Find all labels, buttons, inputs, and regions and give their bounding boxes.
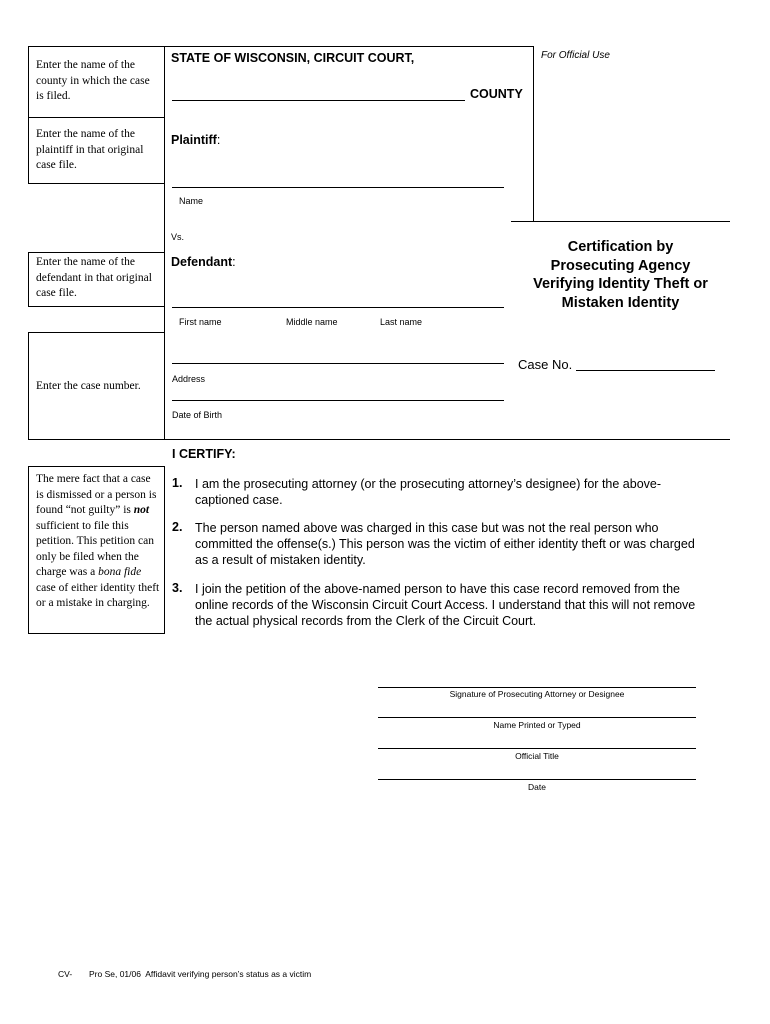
name-printed-caption: Name Printed or Typed — [493, 720, 581, 730]
note-part-3: case of either identity theft or a mistake in charging. — [36, 581, 160, 609]
defendant-colon: : — [232, 255, 236, 269]
divider — [28, 117, 29, 183]
caption-top-rule — [165, 46, 533, 47]
certify-heading: I CERTIFY: — [172, 447, 236, 461]
title-line-3: Verifying Identity Theft or — [533, 276, 708, 292]
caption-divider — [164, 46, 165, 440]
plaintiff-label-row — [171, 133, 220, 147]
divider — [28, 117, 165, 118]
note-emphasis-bona-fide: bona fide — [98, 566, 142, 578]
item-1-text: I am the prosecuting attorney (or the prosecuting attorney’s designee) for the above-captioned case. — [195, 477, 662, 507]
county-hint: Enter the name of the county in which the case is filed. — [36, 59, 150, 102]
note-emphasis-not: not — [133, 504, 150, 516]
date-line[interactable] — [378, 779, 696, 780]
official-title-caption: Official Title — [515, 751, 559, 761]
middle-name-caption: Middle name — [286, 317, 338, 327]
official-title-line[interactable] — [378, 748, 696, 749]
item-2-number: 2. — [172, 520, 183, 534]
plaintiff-label: Plaintiff — [171, 133, 217, 147]
divider — [28, 183, 165, 184]
versus-label: Vs. — [171, 232, 185, 242]
first-name-caption: First name — [179, 317, 222, 327]
defendant-hint: Enter the name of the defendant in that original case file. — [36, 256, 152, 299]
footer-form-id: CV- — [58, 969, 73, 979]
item-3-text: I join the petition of the above-named person to have this case record removed from the online records of the Wisconsin Circuit Court Access. I understand that this will not remove the actual physical records from the Clerk of the Circuit Court. — [195, 582, 696, 628]
plaintiff-name-field[interactable] — [172, 187, 504, 188]
name-printed-line[interactable] — [378, 717, 696, 718]
item-3-number: 3. — [172, 581, 183, 595]
document-title — [511, 238, 730, 312]
case-number-hint: Enter the case number. — [36, 380, 141, 392]
note-part-2: sufficient to file this petition. This petition can only be filed when the charge was a — [36, 519, 154, 578]
note-text — [36, 472, 160, 612]
official-use-label: For Official Use — [541, 50, 610, 61]
case-no-label: Case No. — [518, 357, 573, 372]
last-name-caption: Last name — [380, 317, 423, 327]
county-field[interactable] — [172, 100, 465, 101]
signature-caption: Signature of Prosecuting Attorney or Designee — [449, 689, 625, 699]
title-line-1: Certification by — [567, 239, 674, 255]
item-1-number: 1. — [172, 476, 183, 490]
signature-line[interactable] — [378, 687, 696, 688]
plaintiff-hint: Enter the name of the plaintiff in that original case file. — [36, 128, 144, 171]
address-caption: Address — [172, 374, 206, 384]
dob-caption: Date of Birth — [172, 410, 223, 420]
address-field[interactable] — [172, 363, 504, 364]
dob-field[interactable] — [172, 400, 504, 401]
note-part-1: The mere fact that a case is dismissed or a person is found “not guilty” is — [36, 473, 157, 516]
official-use-bottom-rule — [511, 221, 730, 222]
plaintiff-colon: : — [216, 133, 221, 147]
defendant-label-row — [171, 255, 236, 269]
defendant-name-field[interactable] — [172, 307, 504, 308]
plaintiff-name-caption: Name — [179, 196, 204, 206]
title-line-2: Prosecuting Agency — [550, 257, 691, 274]
item-2-text: The person named above was charged in this case but was not the real person who committed the offense(s.) This person was the victim of either identity theft or was charged as a result of mistaken identity. — [195, 521, 695, 567]
date-caption: Date — [528, 782, 546, 792]
title-line-4: Mistaken Identity — [561, 294, 680, 311]
defendant-label: Defendant — [171, 255, 233, 269]
caption-bottom-rule — [164, 439, 730, 440]
court-heading: STATE OF WISCONSIN, CIRCUIT COURT, — [171, 51, 415, 65]
county-label: COUNTY — [470, 87, 523, 101]
footer-description: Pro Se, 01/06 Affidavit verifying person’s status as a victim — [89, 969, 312, 979]
official-use-divider — [533, 46, 534, 222]
case-no-field[interactable] — [576, 370, 715, 371]
